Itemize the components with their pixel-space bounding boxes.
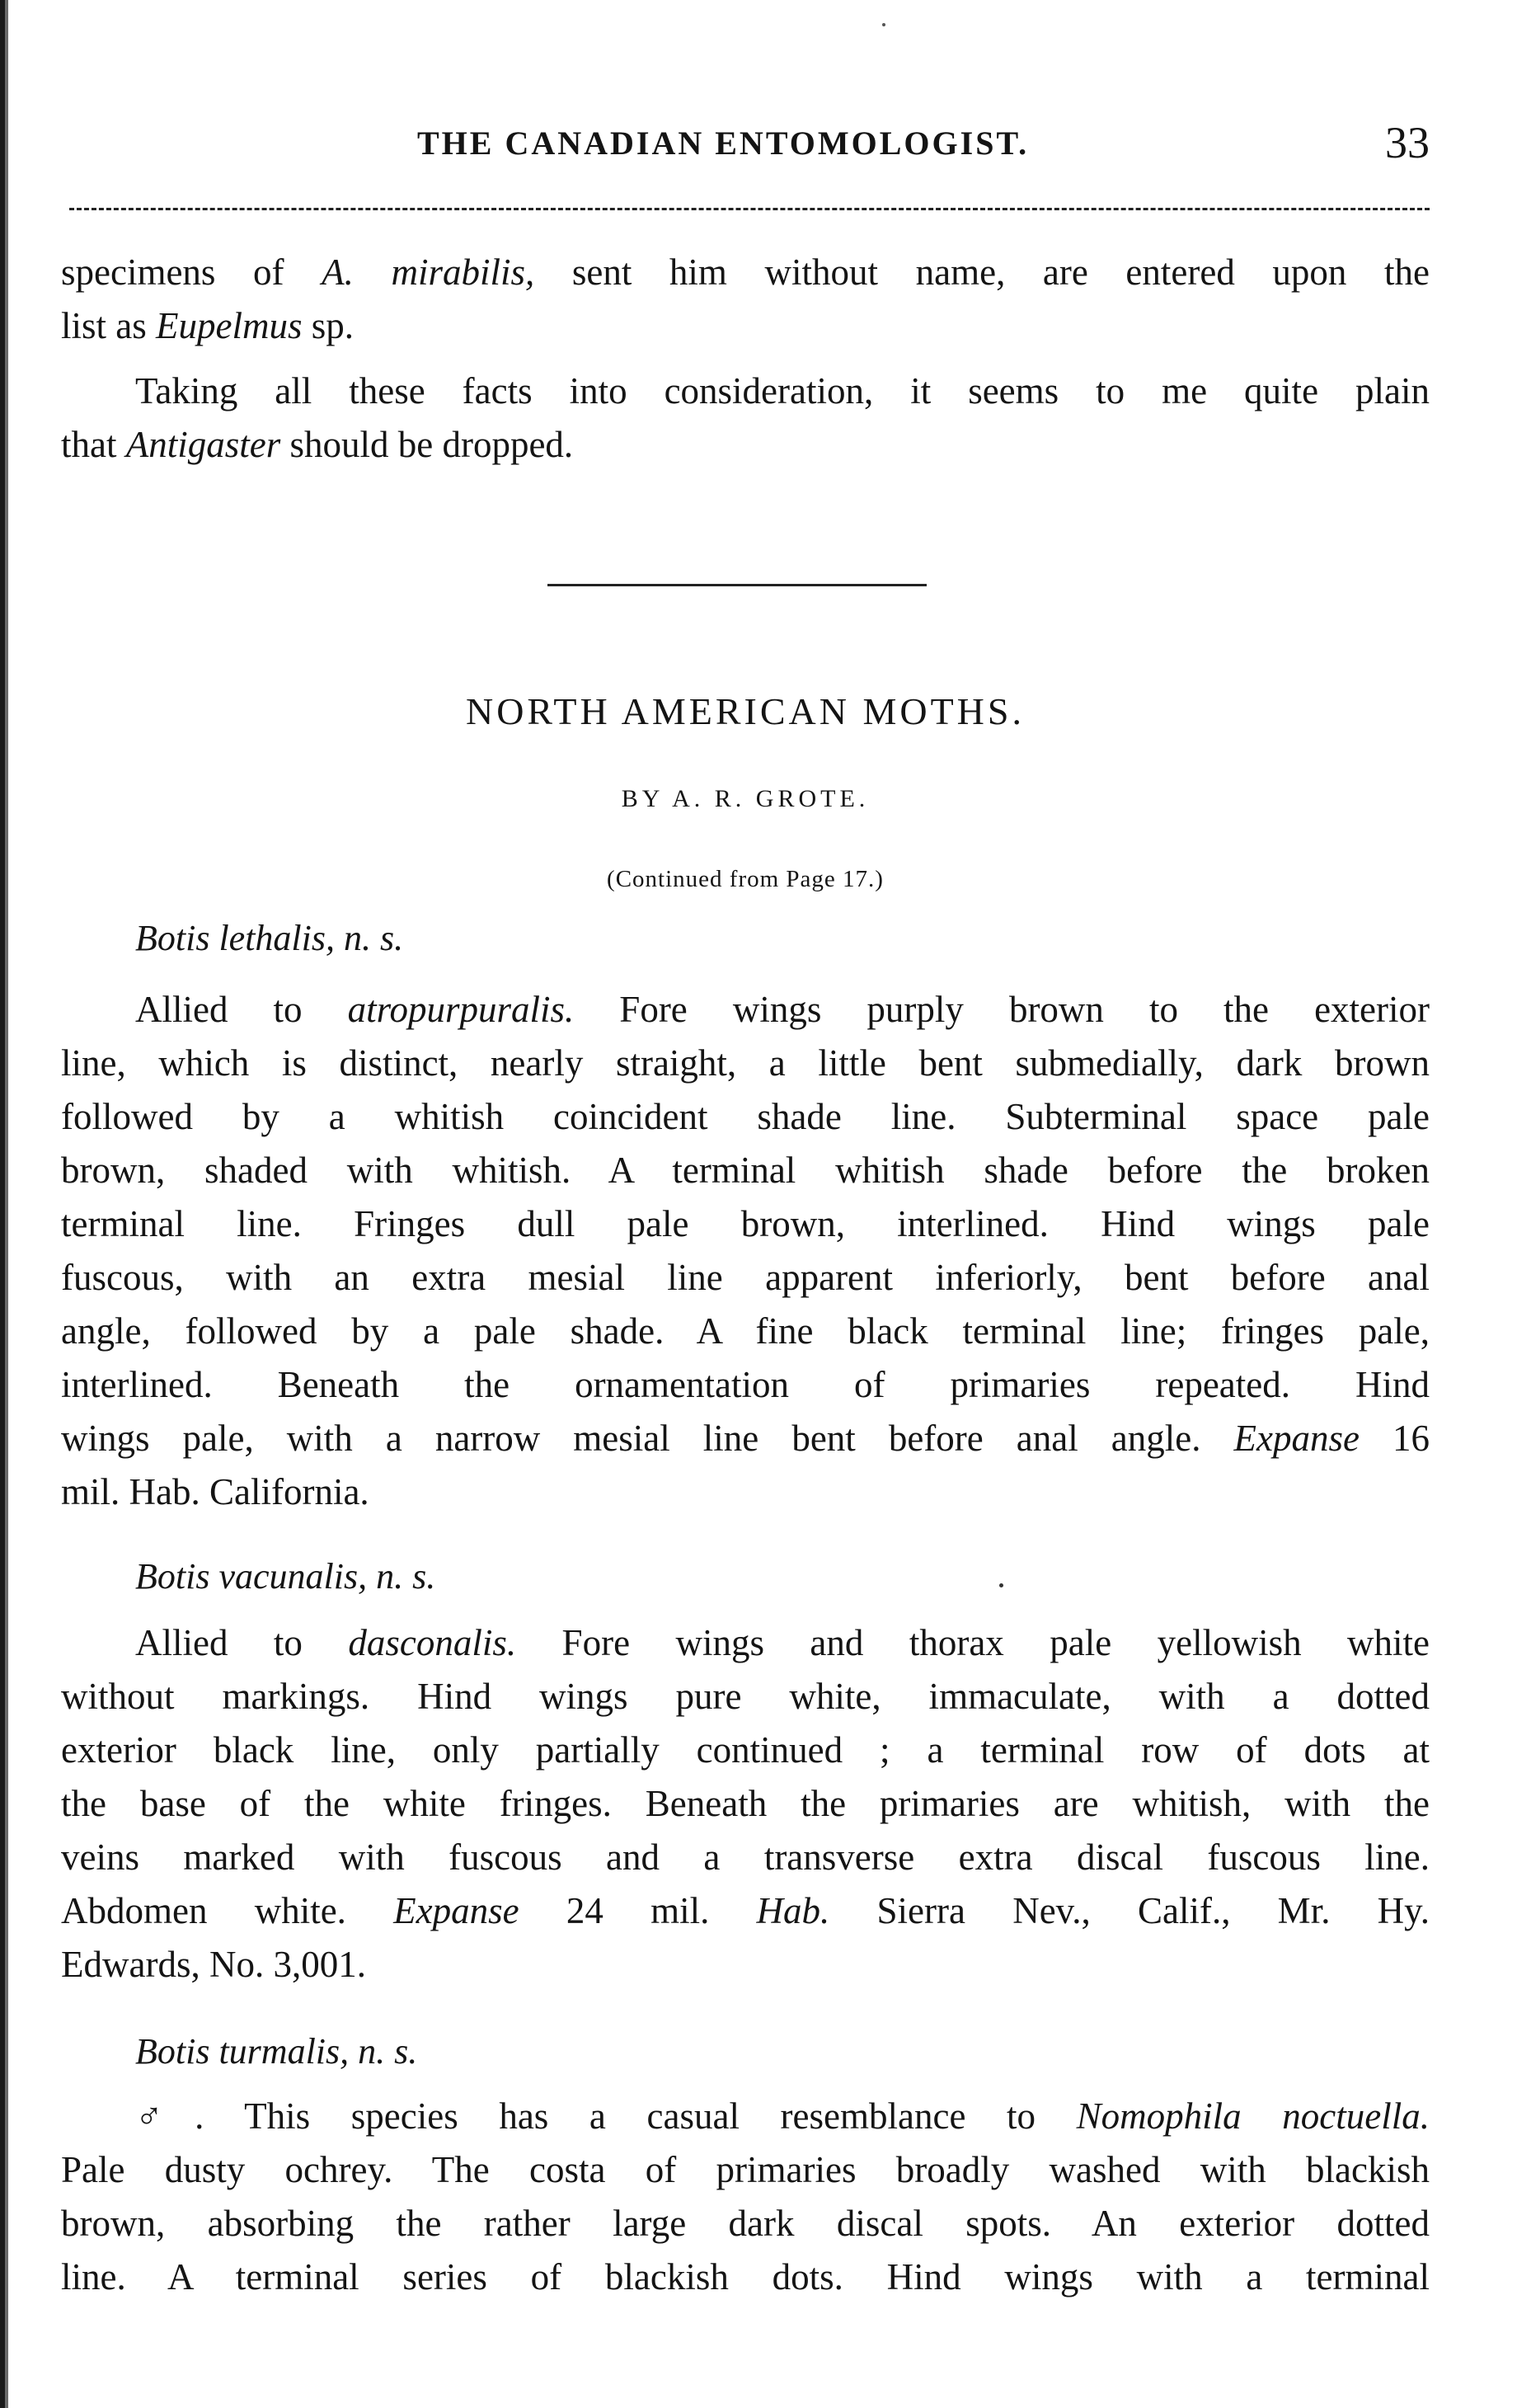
text-line: that Antigaster should be dropped. bbox=[61, 424, 574, 465]
text-line: veins marked with fuscous and a transverse extra discal fuscous line. bbox=[61, 1837, 1430, 1878]
text-line: followed by a whitish coincident shade line. Subterminal space pale bbox=[61, 1096, 1430, 1137]
text-line: wings pale, with a narrow mesial line bent before anal angle. Expanse 16 bbox=[61, 1418, 1430, 1459]
species-heading-vacunalis: Botis vacunalis, n. s. bbox=[135, 1556, 436, 1597]
text-line: Taking all these facts into consideration, it seems to me quite plain bbox=[135, 370, 1430, 412]
intro-paragraph-2 bbox=[61, 364, 1430, 472]
continued-note: (Continued from Page 17.) bbox=[607, 866, 884, 892]
text-line: list as Eupelmus sp. bbox=[61, 305, 355, 346]
text-line: Abdomen white. Expanse 24 mil. Hab. Sierra Nev., Calif., Mr. Hy. bbox=[61, 1890, 1430, 1931]
page-left-edge-shadow bbox=[0, 0, 8, 2408]
text-line: Allied to dasconalis. Fore wings and thorax pale yellowish white bbox=[135, 1622, 1430, 1663]
text-line: line, which is distinct, nearly straight, a little bent submedially, dark brown bbox=[61, 1042, 1430, 1084]
text-line: brown, absorbing the rather large dark discal spots. An exterior dotted bbox=[61, 2203, 1430, 2244]
journal-title: THE CANADIAN ENTOMOLOGIST. bbox=[417, 125, 1030, 162]
text-line: interlined. Beneath the ornamentation of primaries repeated. Hind bbox=[61, 1364, 1430, 1405]
text-line: terminal line. Fringes dull pale brown, interlined. Hind wings pale bbox=[61, 1203, 1430, 1244]
text-line: fuscous, with an extra mesial line apparent inferiorly, bent before anal bbox=[61, 1257, 1430, 1298]
text-line: brown, shaded with whitish. A terminal whitish shade before the broken bbox=[61, 1150, 1430, 1191]
text-line: Pale dusty ochrey. The costa of primaries broadly washed with blackish bbox=[61, 2149, 1430, 2190]
text-line: Allied to atropurpuralis. Fore wings purply brown to the exterior bbox=[135, 989, 1430, 1030]
species-description-lethalis bbox=[61, 983, 1430, 1519]
text-line: angle, followed by a pale shade. A fine black terminal line; fringes pale, bbox=[61, 1310, 1430, 1352]
header-rule bbox=[69, 208, 1430, 210]
intro-paragraph-1 bbox=[61, 246, 1430, 353]
article-byline: BY A. R. GROTE. bbox=[621, 785, 870, 812]
article-title: NORTH AMERICAN MOTHS. bbox=[465, 690, 1025, 732]
species-description-vacunalis bbox=[61, 1616, 1430, 1992]
species-description-turmalis bbox=[61, 2090, 1430, 2304]
text-line: exterior black line, only partially continued ; a terminal row of dots at bbox=[61, 1729, 1430, 1771]
text-line: the base of the white fringes. Beneath the primaries are whitish, with the bbox=[61, 1783, 1430, 1824]
text-line: line. A terminal series of blackish dots. Hind wings with a terminal bbox=[61, 2256, 1430, 2297]
page-number: 33 bbox=[1385, 118, 1430, 167]
document-page bbox=[61, 0, 1430, 2408]
section-divider-rule bbox=[547, 584, 927, 586]
text-line: ♂. This species has a casual resemblance to Nomophila noctuella. bbox=[135, 2095, 1430, 2137]
text-line: specimens of A. mirabilis, sent him without name, are entered upon the bbox=[61, 252, 1430, 293]
text-line: mil. Hab. California. bbox=[61, 1471, 369, 1512]
running-head bbox=[61, 118, 1430, 170]
species-heading-turmalis: Botis turmalis, n. s. bbox=[135, 2031, 418, 2072]
print-speck bbox=[999, 1583, 1003, 1587]
text-line: without markings. Hind wings pure white, immaculate, with a dotted bbox=[61, 1676, 1430, 1717]
species-heading-lethalis: Botis lethalis, n. s. bbox=[135, 918, 404, 958]
text-line: Edwards, No. 3,001. bbox=[61, 1944, 366, 1985]
